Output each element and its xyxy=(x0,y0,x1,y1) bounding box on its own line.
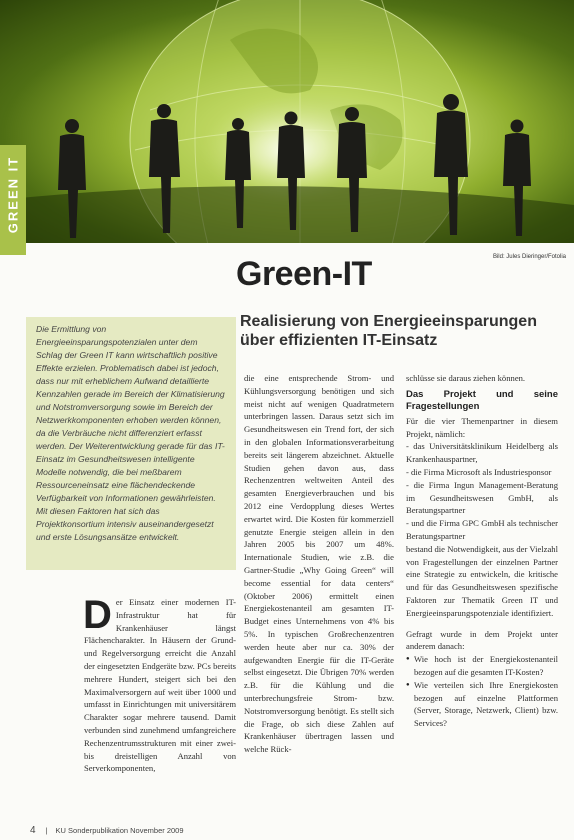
photo-credit: Bild: Jules Dieringer/Fotolia xyxy=(492,254,566,260)
publication-name: KU Sonderpublikation November 2009 xyxy=(55,826,184,835)
article-subtitle: Realisierung von Energieeinsparungen über effizienten IT-Einsatz xyxy=(240,313,537,349)
list-item: - die Firma Microsoft als Industriesponsor xyxy=(406,466,552,477)
list-item: ● Wie verteilen sich Ihre Energiekosten bezogen auf einzelne Plattformen (Server, Storage, Netzwerk, Client) bzw. Services? xyxy=(406,679,558,730)
body-column-3 xyxy=(406,372,558,730)
article-title: Green-IT xyxy=(236,255,372,293)
column-3-para-2: bestand die Notwendigkeit, aus der Vielzahl von Fragestellungen der einzelnen Partner eine Strategie zu entwickeln, die kritische und für das Gesundheitswesen spezifische Faktoren zur Thematik Green IT und Energieeinsparungspotenziale identifiziert. xyxy=(406,543,558,618)
globe-business-people-illustration xyxy=(0,0,574,243)
body-column-2 xyxy=(244,372,394,756)
section-heading: Das Projekt und seine Fragestellungen xyxy=(406,388,558,412)
hero-image xyxy=(0,0,574,243)
drop-cap: D xyxy=(83,593,112,637)
body-column-1 xyxy=(83,593,236,775)
section-tab-label: GREEN IT xyxy=(5,155,21,234)
list-item: - das Universitätsklinikum Heidelberg als Krankenhauspartner, xyxy=(406,441,558,465)
page-footer xyxy=(30,825,184,836)
page-number: 4 xyxy=(30,825,36,836)
column-3-para-3: Gefragt wurde in dem Projekt unter anderem danach: xyxy=(406,628,558,652)
partner-list xyxy=(406,440,558,542)
list-item: - und die Firma GPC GmbH als technischer Beratungspartner xyxy=(406,518,558,541)
column-1-text: er Einsatz einer modernen IT-Infrastruktur hat für Krankenhäuser längst Flächencharakter. In Häusern der Grund- und Regelversorgung erreicht die Anzahl der eingesetzten Endgeräte bzw. PCs bereits mehrere Hundert, steigert sich bei den Maximalversorgern auf weit über 1000 und umfasst in Einrichtungen mit universitärem Charakter sogar mehrere tausend. Damit verbunden sind zunehmend umfangreichere Rechenzentrumsstrukturen mit einer zwei- bis dreistelligen Anzahl von Serverkomponenten, xyxy=(84,597,236,774)
list-item: - die Firma Ingun Management-Beratung im Gesundheitswesen GmbH, als Beratungspartner xyxy=(406,479,558,516)
list-item: ● Wie hoch ist der Energiekostenanteil bezogen auf die gesamten IT-Kosten? xyxy=(406,653,558,679)
column-3-para-1: Für die vier Themenpartner in diesem Projekt, nämlich: xyxy=(406,415,558,439)
footer-separator: | xyxy=(45,826,48,835)
abstract-text: Die Ermittlung von Energieeinsparungspotenzialen unter dem Schlag der Green IT kann wirtschaftlich positive Effekte erzielen. Problematisch dabei ist jedoch, dass nur mit erheblichem Aufwand detaillierte Kennzahlen gerade im Bereich der Klimatisierung und Notstromversorgung sowie im Bereich der Netzwerkkomponenten erhoben werden können, da die Verbräuche nicht differenziert erfasst werden. Der Weiterentwicklung gerade für das IT-Einsatz im Gesundheitswesen intelligente Modelle notwendig, die bei meßbarem Ressourceneinsatz eine flächendeckende Verfügbarkeit von Informationen gewährleisten. Mit diesen Faktoren hat sich das Projektkonsortium intensiv auseinandergesetzt und erste Lösungsansätze entwickelt. xyxy=(36,324,225,542)
question-list xyxy=(406,653,558,730)
column-3-intro: schlüsse sie daraus ziehen können. xyxy=(406,373,526,383)
abstract-box xyxy=(26,317,236,570)
column-2-text: die eine entsprechende Strom- und Kühlungsversorgung benötigen und sich meist nicht auf wenigen Quadratmetern unterbringen lassen. Daraus setzt sich im Gesundheitswesen ein Trend fort, der sich in den globalen Informationsverarbeitung bereits seit längerem abzeichnet. Aktuelle Studien gehen davon aus, dass Rechenzentren weltweiten Anteil des gesamten Energieverbrauchen und bis 2012 eine Verdopplung dieses Wertes erwartet wird. Die Kosten für kommerziell genutzte Energie steigen allein in den Jahren 2005 bis 2007 um 48%. Internationale Studien, wie z.B. die Gartner-Studie „Why Going Green“ will become essential for data centers“ (Oktober 2006) ermittelt einen Energiekostenanteil am gesamten IT-Budget eines Unternehmens von 4% bis 5%. In typischen Großrechenzentren werden heute aber nur ca. 30% der aufgewandten Energie für die IT-Geräte selbst eingesetzt. Die Übrigen 70% werden z.B. für die Kühlung und die unterbrechungsfreie Strom- bzw. Notstromversorgung benötigt. Es stellt sich die Frage, ob sich diese Zahlen auf Krankenhäuser übertragen lassen und welche Rück- xyxy=(244,373,394,755)
section-tab xyxy=(0,145,26,255)
